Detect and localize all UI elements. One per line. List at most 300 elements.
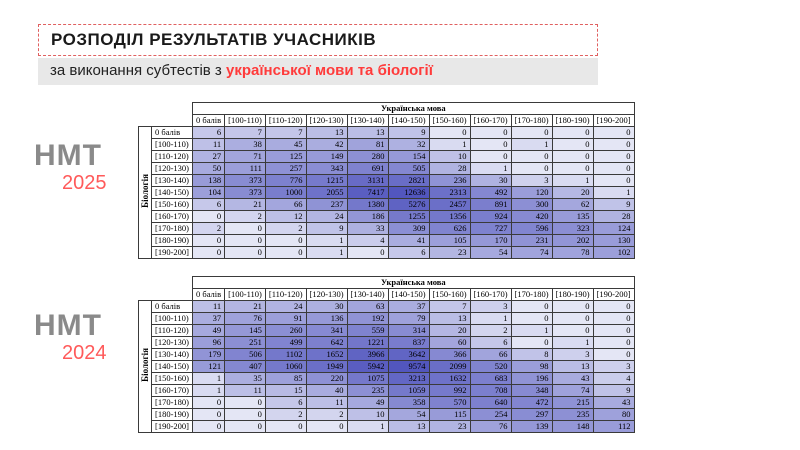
header-row <box>139 103 635 115</box>
table-cell: 0 <box>193 235 225 247</box>
table-cell: 0 <box>193 409 225 421</box>
table-cell: 373 <box>225 175 266 187</box>
table-cell: 314 <box>388 325 429 337</box>
table-cell: 683 <box>470 373 511 385</box>
table-cell: 505 <box>388 163 429 175</box>
table-cell: 3131 <box>347 175 388 187</box>
biology-header <box>139 301 152 433</box>
table-cell: 2821 <box>388 175 429 187</box>
column-header: [140-150) <box>388 289 429 301</box>
table-cell: 42 <box>306 139 347 151</box>
table-row <box>139 187 635 199</box>
table-cell: 120 <box>511 187 552 199</box>
table-cell: 251 <box>225 337 266 349</box>
table-cell: 492 <box>470 187 511 199</box>
table-row <box>139 373 635 385</box>
table-cell: 596 <box>511 223 552 235</box>
table-cell: 202 <box>552 235 593 247</box>
table-row <box>139 337 635 349</box>
table-cell: 0 <box>193 397 225 409</box>
table-cell: 7417 <box>347 187 388 199</box>
table-row <box>139 211 635 223</box>
table-row <box>139 247 635 259</box>
table-cell: 6 <box>388 247 429 259</box>
column-header-row <box>139 115 635 127</box>
title-banner <box>38 24 598 56</box>
table-cell: 0 <box>593 313 634 325</box>
table-cell: 626 <box>429 223 470 235</box>
table-cell: 13 <box>429 313 470 325</box>
column-header: [120-130) <box>306 289 347 301</box>
table-cell: 38 <box>225 139 266 151</box>
table-cell: 220 <box>306 373 347 385</box>
year-value: 2024 <box>62 342 107 364</box>
row-header: [190-200] <box>152 247 193 259</box>
table-cell: 0 <box>225 397 266 409</box>
row-header: [100-110) <box>152 139 193 151</box>
table-cell: 3 <box>552 349 593 361</box>
year-label-2025 <box>34 140 129 194</box>
row-header: [120-130) <box>152 337 193 349</box>
table-cell: 7 <box>265 127 306 139</box>
table-cell: 309 <box>388 223 429 235</box>
table-cell: 1060 <box>265 361 306 373</box>
subtitle-banner <box>38 58 598 85</box>
distribution-table-2025 <box>138 102 635 259</box>
table-cell: 43 <box>552 373 593 385</box>
table-cell: 215 <box>552 397 593 409</box>
column-header-row <box>139 289 635 301</box>
table-row <box>139 301 635 313</box>
table-cell: 1 <box>511 325 552 337</box>
table-cell: 13 <box>552 361 593 373</box>
table-cell: 1059 <box>388 385 429 397</box>
table-cell: 43 <box>593 397 634 409</box>
row-header: [100-110) <box>152 313 193 325</box>
biology-header-text: Біологія <box>139 174 150 208</box>
table-cell: 23 <box>429 421 470 433</box>
table-cell: 1 <box>193 385 225 397</box>
table-cell: 0 <box>470 127 511 139</box>
ukrainian-header: Українська мова <box>193 277 635 289</box>
table-cell: 15 <box>265 385 306 397</box>
table-cell: 124 <box>593 223 634 235</box>
table-cell: 33 <box>347 223 388 235</box>
table-cell: 13 <box>388 421 429 433</box>
row-header: [170-180) <box>152 223 193 235</box>
table-row <box>139 409 635 421</box>
table-cell: 125 <box>265 151 306 163</box>
table-cell: 1 <box>193 373 225 385</box>
row-header: 0 балів <box>152 301 193 313</box>
table-cell: 149 <box>306 151 347 163</box>
page-title: РОЗПОДІЛ РЕЗУЛЬТАТІВ УЧАСНИКІВ <box>51 30 377 49</box>
table-cell: 0 <box>511 163 552 175</box>
table-cell: 1949 <box>306 361 347 373</box>
table-row <box>139 349 635 361</box>
table-cell: 2 <box>265 223 306 235</box>
column-header: [160-170) <box>470 289 511 301</box>
table-cell: 300 <box>511 199 552 211</box>
table-cell: 7 <box>225 127 266 139</box>
table-row <box>139 163 635 175</box>
table-cell: 0 <box>511 313 552 325</box>
table-cell: 9574 <box>388 361 429 373</box>
table-cell: 0 <box>552 127 593 139</box>
table-cell: 115 <box>429 409 470 421</box>
table-cell: 2 <box>193 223 225 235</box>
table-cell: 0 <box>306 421 347 433</box>
table-cell: 74 <box>511 247 552 259</box>
table-cell: 0 <box>511 151 552 163</box>
table-cell: 1 <box>347 421 388 433</box>
table-cell: 121 <box>193 361 225 373</box>
subtitle <box>50 62 433 79</box>
table-cell: 0 <box>225 235 266 247</box>
table-cell: 9 <box>593 199 634 211</box>
table-cell: 154 <box>388 151 429 163</box>
table-cell: 924 <box>470 211 511 223</box>
table-cell: 1075 <box>347 373 388 385</box>
row-header: [140-150) <box>152 187 193 199</box>
exam-label: НМТ <box>34 139 102 172</box>
table-cell: 1 <box>593 187 634 199</box>
table-cell: 4 <box>593 373 634 385</box>
table-row <box>139 397 635 409</box>
table-cell: 186 <box>347 211 388 223</box>
table-cell: 105 <box>429 235 470 247</box>
table-cell: 235 <box>552 409 593 421</box>
table-cell: 0 <box>593 175 634 187</box>
biology-header <box>139 127 152 259</box>
table-cell: 37 <box>388 301 429 313</box>
table-cell: 32 <box>388 139 429 151</box>
row-header: [110-120) <box>152 325 193 337</box>
table-cell: 3 <box>593 361 634 373</box>
table-cell: 0 <box>193 211 225 223</box>
table-cell: 2 <box>306 409 347 421</box>
table-cell: 0 <box>552 163 593 175</box>
table-cell: 13 <box>347 127 388 139</box>
table-cell: 992 <box>429 385 470 397</box>
column-header: [190-200] <box>593 115 634 127</box>
row-header: 0 балів <box>152 127 193 139</box>
column-header: 0 балів <box>193 115 225 127</box>
table-cell: 80 <box>593 409 634 421</box>
table-cell: 0 <box>593 151 634 163</box>
table-cell: 837 <box>388 337 429 349</box>
table-cell: 2055 <box>306 187 347 199</box>
table-row <box>139 325 635 337</box>
table-cell: 0 <box>193 247 225 259</box>
table-cell: 235 <box>347 385 388 397</box>
table-cell: 49 <box>347 397 388 409</box>
table-cell: 41 <box>388 235 429 247</box>
corner-blank <box>139 277 193 289</box>
table-cell: 28 <box>593 211 634 223</box>
table-cell: 45 <box>265 139 306 151</box>
table-cell: 28 <box>429 163 470 175</box>
table-cell: 3213 <box>388 373 429 385</box>
row-header: [130-140) <box>152 349 193 361</box>
table-cell: 420 <box>511 211 552 223</box>
table-cell: 348 <box>511 385 552 397</box>
table-cell: 78 <box>552 247 593 259</box>
table-cell: 3 <box>511 175 552 187</box>
table-cell: 1652 <box>306 349 347 361</box>
row-header: [170-180) <box>152 397 193 409</box>
table-cell: 37 <box>193 313 225 325</box>
table-cell: 1 <box>306 247 347 259</box>
table-row <box>139 127 635 139</box>
table-cell: 24 <box>265 301 306 313</box>
table-cell: 8 <box>511 349 552 361</box>
table-cell: 2313 <box>429 187 470 199</box>
table-cell: 1221 <box>347 337 388 349</box>
table-cell: 13 <box>306 127 347 139</box>
table-cell: 81 <box>347 139 388 151</box>
table-cell: 10 <box>429 151 470 163</box>
table-cell: 642 <box>306 337 347 349</box>
table-cell: 0 <box>593 127 634 139</box>
column-header: [160-170) <box>470 115 511 127</box>
table-cell: 0 <box>593 139 634 151</box>
table-cell: 6 <box>470 337 511 349</box>
table-row <box>139 421 635 433</box>
row-header: [120-130) <box>152 163 193 175</box>
table-cell: 640 <box>470 397 511 409</box>
table-cell: 0 <box>347 247 388 259</box>
column-header: [130-140) <box>347 289 388 301</box>
table-cell: 9 <box>388 127 429 139</box>
table-cell: 7 <box>429 301 470 313</box>
table-cell: 2099 <box>429 361 470 373</box>
table-cell: 2 <box>225 211 266 223</box>
row-header: [180-190) <box>152 235 193 247</box>
table-cell: 11 <box>193 301 225 313</box>
table-cell: 1 <box>511 139 552 151</box>
table-cell: 4 <box>347 235 388 247</box>
table-cell: 2 <box>265 409 306 421</box>
row-header: [180-190) <box>152 409 193 421</box>
row-header: [110-120) <box>152 151 193 163</box>
table-cell: 11 <box>306 397 347 409</box>
table-cell: 20 <box>429 325 470 337</box>
table-cell: 196 <box>511 373 552 385</box>
table-cell: 1 <box>552 175 593 187</box>
table-cell: 727 <box>470 223 511 235</box>
table-cell: 139 <box>511 421 552 433</box>
table-cell: 0 <box>265 235 306 247</box>
table-cell: 138 <box>193 175 225 187</box>
table-cell: 0 <box>552 325 593 337</box>
column-header: [100-110) <box>225 289 266 301</box>
table-cell: 54 <box>470 247 511 259</box>
table-cell: 0 <box>265 421 306 433</box>
table-cell: 231 <box>511 235 552 247</box>
distribution-table-2024 <box>138 276 635 433</box>
table-cell: 891 <box>470 199 511 211</box>
table-cell: 66 <box>470 349 511 361</box>
column-header: [130-140) <box>347 115 388 127</box>
table-cell: 570 <box>429 397 470 409</box>
table-cell: 0 <box>552 301 593 313</box>
table-cell: 0 <box>429 127 470 139</box>
biology-header-text: Біологія <box>139 348 150 382</box>
table-cell: 3642 <box>388 349 429 361</box>
table-cell: 85 <box>265 373 306 385</box>
table-cell: 0 <box>552 139 593 151</box>
table-cell: 27 <box>193 151 225 163</box>
table-cell: 148 <box>552 421 593 433</box>
table-cell: 0 <box>511 301 552 313</box>
table-cell: 0 <box>593 325 634 337</box>
column-header: [110-120) <box>265 289 306 301</box>
column-header: [150-160) <box>429 115 470 127</box>
exam-label: НМТ <box>34 309 102 342</box>
table-cell: 60 <box>429 337 470 349</box>
table-cell: 102 <box>593 247 634 259</box>
table-cell: 3 <box>470 301 511 313</box>
table-cell: 1102 <box>265 349 306 361</box>
table-cell: 1 <box>306 235 347 247</box>
column-header: [170-180) <box>511 115 552 127</box>
table-cell: 6 <box>193 127 225 139</box>
table-row <box>139 361 635 373</box>
table-cell: 0 <box>193 421 225 433</box>
corner-blank <box>139 115 193 127</box>
table-cell: 30 <box>470 175 511 187</box>
row-header: [160-170) <box>152 211 193 223</box>
table-cell: 63 <box>347 301 388 313</box>
table-cell: 1 <box>429 139 470 151</box>
year-value: 2025 <box>62 172 107 194</box>
table-cell: 0 <box>593 301 634 313</box>
table-cell: 135 <box>552 211 593 223</box>
table-cell: 407 <box>225 361 266 373</box>
column-header: 0 балів <box>193 289 225 301</box>
table-cell: 280 <box>347 151 388 163</box>
table-cell: 1632 <box>429 373 470 385</box>
row-header: [160-170) <box>152 385 193 397</box>
table-cell: 1215 <box>306 175 347 187</box>
table-cell: 1356 <box>429 211 470 223</box>
table-cell: 21 <box>225 199 266 211</box>
table-cell: 76 <box>225 313 266 325</box>
table-cell: 1 <box>470 163 511 175</box>
row-header: [150-160) <box>152 199 193 211</box>
table-cell: 20 <box>552 187 593 199</box>
column-header: [180-190) <box>552 115 593 127</box>
table-cell: 136 <box>306 313 347 325</box>
table-cell: 260 <box>265 325 306 337</box>
column-header: [140-150) <box>388 115 429 127</box>
table-cell: 297 <box>511 409 552 421</box>
table-cell: 708 <box>470 385 511 397</box>
table-cell: 0 <box>225 223 266 235</box>
table-cell: 2457 <box>429 199 470 211</box>
column-header: [190-200] <box>593 289 634 301</box>
table-cell: 0 <box>511 127 552 139</box>
row-header: [140-150) <box>152 361 193 373</box>
corner-blank <box>139 289 193 301</box>
table-cell: 5942 <box>347 361 388 373</box>
table-cell: 506 <box>225 349 266 361</box>
table-cell: 1255 <box>388 211 429 223</box>
year-label-2024 <box>34 310 129 364</box>
table-cell: 112 <box>593 421 634 433</box>
column-header: [150-160) <box>429 289 470 301</box>
table-cell: 257 <box>265 163 306 175</box>
table-cell: 9 <box>306 223 347 235</box>
table-row <box>139 313 635 325</box>
table-cell: 66 <box>265 199 306 211</box>
column-header: [110-120) <box>265 115 306 127</box>
table-cell: 30 <box>306 301 347 313</box>
table-cell: 6 <box>193 199 225 211</box>
table-cell: 3966 <box>347 349 388 361</box>
table-cell: 76 <box>470 421 511 433</box>
table-cell: 23 <box>429 247 470 259</box>
column-header: [120-130) <box>306 115 347 127</box>
table-cell: 96 <box>193 337 225 349</box>
table-cell: 0 <box>470 151 511 163</box>
table-cell: 62 <box>552 199 593 211</box>
table-row <box>139 223 635 235</box>
table-cell: 366 <box>429 349 470 361</box>
table-cell: 6 <box>265 397 306 409</box>
table-cell: 5276 <box>388 199 429 211</box>
table-row <box>139 199 635 211</box>
table-cell: 130 <box>593 235 634 247</box>
table-cell: 0 <box>470 139 511 151</box>
table-cell: 179 <box>193 349 225 361</box>
column-header: [180-190) <box>552 289 593 301</box>
table-cell: 111 <box>225 163 266 175</box>
table-cell: 236 <box>429 175 470 187</box>
table-cell: 343 <box>306 163 347 175</box>
table-cell: 11 <box>193 139 225 151</box>
table-cell: 0 <box>552 151 593 163</box>
table-cell: 341 <box>306 325 347 337</box>
table-cell: 2 <box>470 325 511 337</box>
table-cell: 98 <box>511 361 552 373</box>
table-cell: 49 <box>193 325 225 337</box>
table-cell: 1000 <box>265 187 306 199</box>
table-cell: 0 <box>593 349 634 361</box>
table-row <box>139 235 635 247</box>
table-cell: 192 <box>347 313 388 325</box>
ukrainian-header: Українська мова <box>193 103 635 115</box>
table-cell: 21 <box>225 301 266 313</box>
table-cell: 323 <box>552 223 593 235</box>
table-row <box>139 151 635 163</box>
table-cell: 1380 <box>347 199 388 211</box>
table-cell: 24 <box>306 211 347 223</box>
table-cell: 0 <box>225 247 266 259</box>
header-row <box>139 277 635 289</box>
table-cell: 12 <box>265 211 306 223</box>
table-cell: 11 <box>225 385 266 397</box>
table-cell: 12636 <box>388 187 429 199</box>
table-cell: 79 <box>388 313 429 325</box>
table-cell: 254 <box>470 409 511 421</box>
table-cell: 358 <box>388 397 429 409</box>
table-cell: 145 <box>225 325 266 337</box>
table-cell: 0 <box>593 337 634 349</box>
table-cell: 0 <box>552 313 593 325</box>
row-header: [190-200] <box>152 421 193 433</box>
